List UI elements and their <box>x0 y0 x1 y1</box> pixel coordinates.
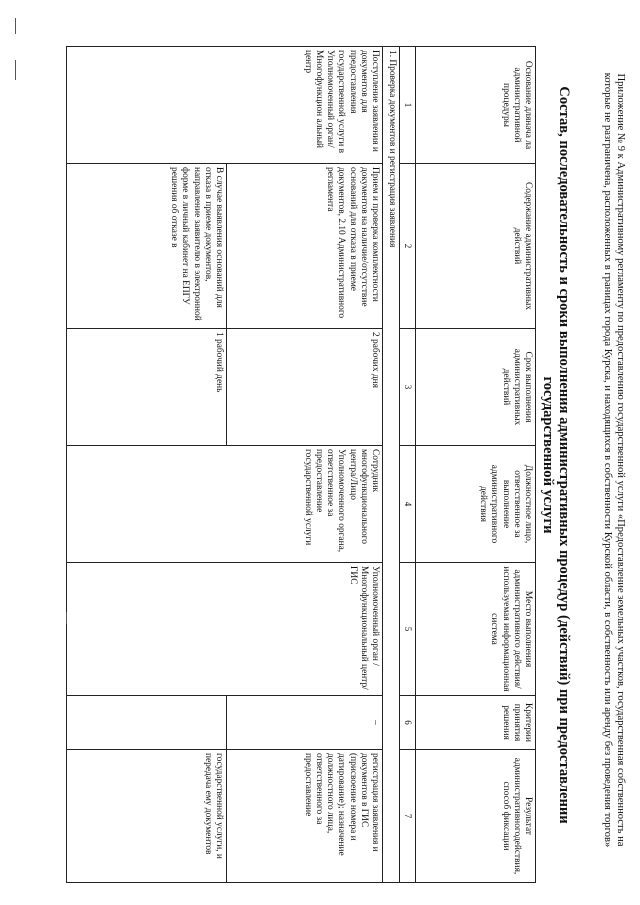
column-number: 4 <box>400 446 416 563</box>
cell-term: 1 рабочий день <box>67 329 227 446</box>
cell-criteria <box>67 696 227 750</box>
cell-term: 2 рабочих дня <box>227 329 383 446</box>
table-row <box>227 47 383 883</box>
column-number: 3 <box>400 329 416 446</box>
column-number: 5 <box>400 563 416 696</box>
section-title: 1. Проверка документов и регистрация заявления <box>383 47 400 883</box>
cell-result: регистрация заявления и документов в ГИС (присвоение номера и датирование); назначение должностного лица, ответственного за предоставление <box>227 750 383 883</box>
table-header-row <box>416 47 536 883</box>
column-number: 1 <box>400 47 416 164</box>
scan-mark <box>66 612 67 624</box>
scan-mark <box>15 18 16 34</box>
cell-place: Уполномоченный орган / Многофункциональный центр/ГИС <box>67 563 383 696</box>
column-header: Должностное лицо, ответственное за выполнение административного действия <box>416 446 536 563</box>
appendix-header: Приложение № 9 к Административному регламенту по предоставлению государственной услуги «Предоставление земельных участков, государственная собственность на которые не разграничена, расположенных в границах города Курска, и находящихся в собственности Курской области, в собственность или аренду без проведения торгов» <box>602 72 626 848</box>
cell-content: В случае выявления оснований для отказа в приеме документов, направление заявителю в электронной форме в личный кабинет на ЕПГУ решения об отказе в <box>67 164 227 329</box>
scan-mark <box>15 60 16 80</box>
cell-result: государственной услуги, и передача ему документов <box>67 750 227 883</box>
column-header: Результат административногодействия, способ фиксации <box>416 750 536 883</box>
column-number: 2 <box>400 164 416 329</box>
cell-criteria: – <box>227 696 383 750</box>
column-header: Содержание административных действий <box>416 164 536 329</box>
column-header: Основание длянача ла административной процедуры <box>416 47 536 164</box>
section-row <box>383 47 400 883</box>
column-number: 7 <box>400 750 416 883</box>
column-number: 6 <box>400 696 416 750</box>
cell-official: Сотрудник многофункционального центра/Лицо Уполномоченного органа, ответственное за предоставление государственной услуги <box>67 446 383 563</box>
procedures-table <box>66 46 536 883</box>
cell-content: Прием и проверка комплектности документов на наличие/отсутствие оснований для отказа в приеме документов, 2.10 Административного регламента <box>227 164 383 329</box>
document-title: Состав, последовательность и сроки выполнения административных процедур (действий) при предоставлении государственной услуги <box>540 86 572 824</box>
column-header: Срок выполнения административных действий <box>416 329 536 446</box>
column-number-row <box>400 47 416 883</box>
column-header: Место выполнения административного действия/ используемая информационная система <box>416 563 536 696</box>
column-header: Критерии принятия решения <box>416 696 536 750</box>
cell-basis: Поступление заявления и документов для предоставления государственной услуги в Уполномоченный орган/Многофункцион альный центр <box>67 47 383 164</box>
